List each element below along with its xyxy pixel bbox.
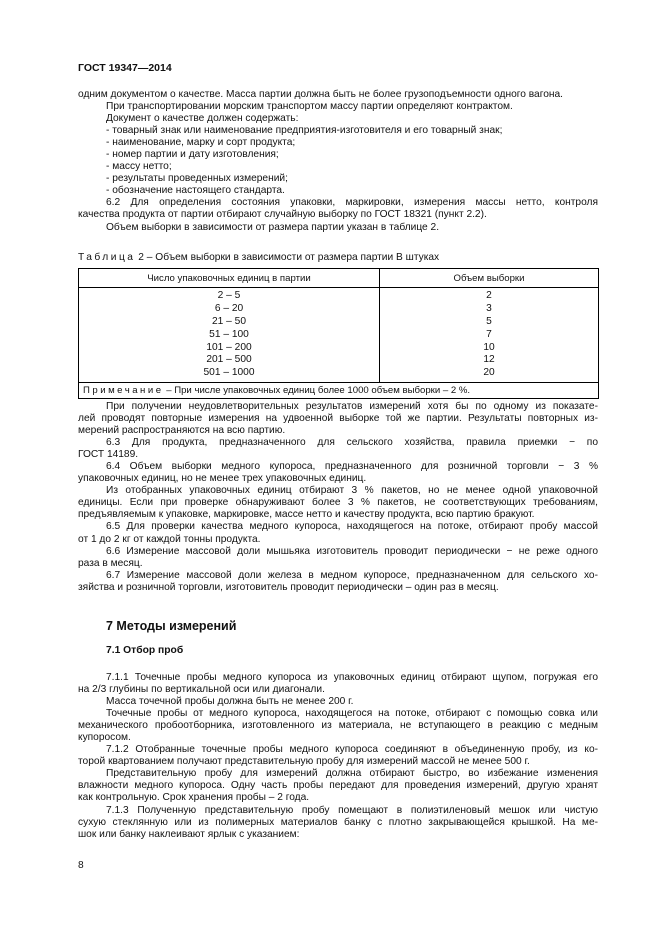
sample-size-cell: 10 — [483, 341, 495, 353]
text-line: ГОСТ 14189. — [78, 449, 139, 461]
text-line: предъявляемым к упаковке, маркировке, массе нетто и качеству продукта, всю партию бракуют. — [78, 509, 535, 521]
text-line: Масса точечной пробы должна быть не менее 200 г. — [106, 696, 354, 708]
sample-size-cell: 2 — [486, 290, 492, 301]
text-line: как контрольную. Срок хранения пробы – 2 года. — [78, 792, 310, 804]
text-line: 6.5 Для проверки качества медного купороса, находящегося на потоке, отбирают пробу массой — [106, 521, 598, 533]
note-prefix: Примечание — [83, 385, 164, 397]
text-line: лей проводят повторные измерения на удвоенной выборке той же партии. Результаты повторных из- — [78, 413, 598, 425]
text-line: Точечные пробы от медного купороса, находящегося на потоке, отбирают с помощью совка или — [106, 708, 598, 720]
sample-size-table — [78, 268, 599, 399]
caption-prefix: Таблица — [78, 252, 136, 263]
lot-size-cell: 201 – 500 — [206, 354, 252, 366]
text-line: При получении неудовлетворительных результатов измерений хотя бы по одному из показате- — [106, 401, 598, 412]
text-line: При транспортировании морским транспортом массу партии определяют контрактом. — [106, 101, 513, 113]
lot-size-cell: 21 – 50 — [212, 315, 246, 327]
sample-size-column — [380, 288, 599, 383]
text-line: влажности медного купороса. Одну часть пробы передают для проведения измерений, другую хранят — [78, 780, 598, 792]
text-line: 6.3 Для продукта, предназначенного для сельского хозяйства, правила приемки − по — [106, 437, 598, 449]
text-block-7-1 — [78, 672, 598, 841]
text-line: - результаты проведенных измерений; — [106, 173, 288, 185]
subsection-title: 7.1 Отбор проб — [106, 645, 184, 656]
sample-size-cell: 3 — [486, 302, 492, 314]
text-line: Объем выборки в зависимости от размера партии указан в таблице 2. — [106, 221, 440, 233]
text-line: торой квартованием получают представительную пробу для измерений массой не менее 500 г. — [78, 756, 530, 768]
table-header-row — [79, 269, 599, 288]
text-line: 6.7 Измерение массовой доли железа в медном купоросе, предназначенном для сельского хо- — [106, 569, 598, 581]
page-number: 8 — [78, 860, 84, 871]
text-line: качества продукта от партии отбирают случайную выборку по ГОСТ 18321 (пункт 2.2). — [78, 209, 487, 221]
text-line: Документ о качестве должен содержать: — [106, 113, 299, 125]
lot-size-cell: 101 – 200 — [206, 341, 252, 353]
text-line: 7.1.2 Отобранные точечные пробы медного купороса соединяют в объединенную пробу, из ко- — [106, 744, 598, 756]
column-header: Число упаковочных единиц в партии — [79, 269, 380, 288]
text-line: 6.4 Объем выборки медного купороса, предназначенного для розничной торговли − 3 % — [106, 461, 598, 473]
text-line: 6.6 Измерение массовой доли мышьяка изготовитель проводит периодически − не реже одного — [106, 545, 598, 557]
text-line: на 2/3 глубины по вертикальной оси или диагонали. — [78, 684, 325, 696]
lot-size-column — [79, 288, 380, 383]
lot-size-cell: 51 – 100 — [209, 328, 249, 340]
text-line: зяйства и розничной торговли, изготовитель проводит периодически – один раз в месяц. — [78, 581, 499, 593]
text-line: сухую стеклянную или из полимерных материалов банку с плотно закрывающейся крышкой. На ме- — [78, 816, 598, 828]
text-line: 6.2 Для определения состояния упаковки, маркировки, измерения массы нетто, контроля — [106, 197, 598, 209]
sample-size-cell: 7 — [486, 328, 492, 340]
lot-size-cell: 2 – 5 — [217, 290, 241, 301]
text-line: механического пробоотборника, изготовленного из материала, не вступающего в реакцию с медным — [78, 720, 598, 732]
table-caption — [78, 252, 439, 263]
table-note — [79, 383, 599, 399]
sample-size-cell: 20 — [483, 367, 495, 379]
text-block-6-1 — [78, 89, 598, 234]
text-line: - наименование, марку и сорт продукта; — [106, 137, 296, 149]
text-line: раза в месяц. — [78, 557, 143, 569]
text-line: Представительную пробу для измерений должна отбирают быстро, во избежание изменения — [106, 768, 598, 780]
text-line: одним документом о качестве. Масса партии должна быть не более грузоподъемности одного вагона. — [78, 89, 563, 100]
caption-text: 2 – Объем выборки в зависимости от размера партии В штуках — [135, 252, 440, 263]
text-line: - товарный знак или наименование предприятия-изготовителя и его товарный знак; — [106, 125, 503, 137]
text-block-6-2 — [78, 401, 598, 594]
column-header: Объем выборки — [380, 269, 599, 288]
note-text: – При числе упаковочных единиц более 1000 объем выборки – 2 %. — [163, 385, 471, 397]
text-line: - массу нетто; — [106, 161, 172, 173]
text-line: упаковочных единиц, но не менее трех упаковочных единиц. — [78, 473, 367, 485]
table-note-row — [79, 383, 599, 399]
lot-size-cell: 501 – 1000 — [203, 367, 255, 379]
text-line: единицы. Если при проверке обнаруживают более 3 % пакетов, не соответствующих требованиям, — [78, 497, 598, 509]
text-line: 7.1.3 Полученную представительную пробу помещают в полиэтиленовый мешок или чистую — [106, 804, 598, 816]
table-body-row — [79, 288, 599, 383]
sample-size-cell: 12 — [483, 354, 495, 366]
text-line: шок или банку наклеивают ярлык с указанием: — [78, 828, 300, 840]
text-line: Из отобранных упаковочных единиц отбирают 3 % пакетов, но не менее одной упаковочной — [106, 485, 598, 497]
text-line: - обозначение настоящего стандарта. — [106, 185, 285, 197]
sample-size-cell: 5 — [486, 315, 492, 327]
section-title: 7 Методы измерений — [106, 619, 237, 633]
text-line: от 1 до 2 кг от каждой тонны продукта. — [78, 533, 261, 545]
text-line: купоросом. — [78, 732, 131, 744]
document-header: ГОСТ 19347—2014 — [78, 62, 172, 74]
text-line: мерений распространяются на всю партию. — [78, 425, 286, 437]
text-line: - номер партии и дату изготовления; — [106, 149, 279, 161]
text-line: 7.1.1 Точечные пробы медного купороса из упаковочных единиц отбирают щупом, погружая его — [106, 672, 598, 683]
lot-size-cell: 6 – 20 — [214, 302, 244, 314]
